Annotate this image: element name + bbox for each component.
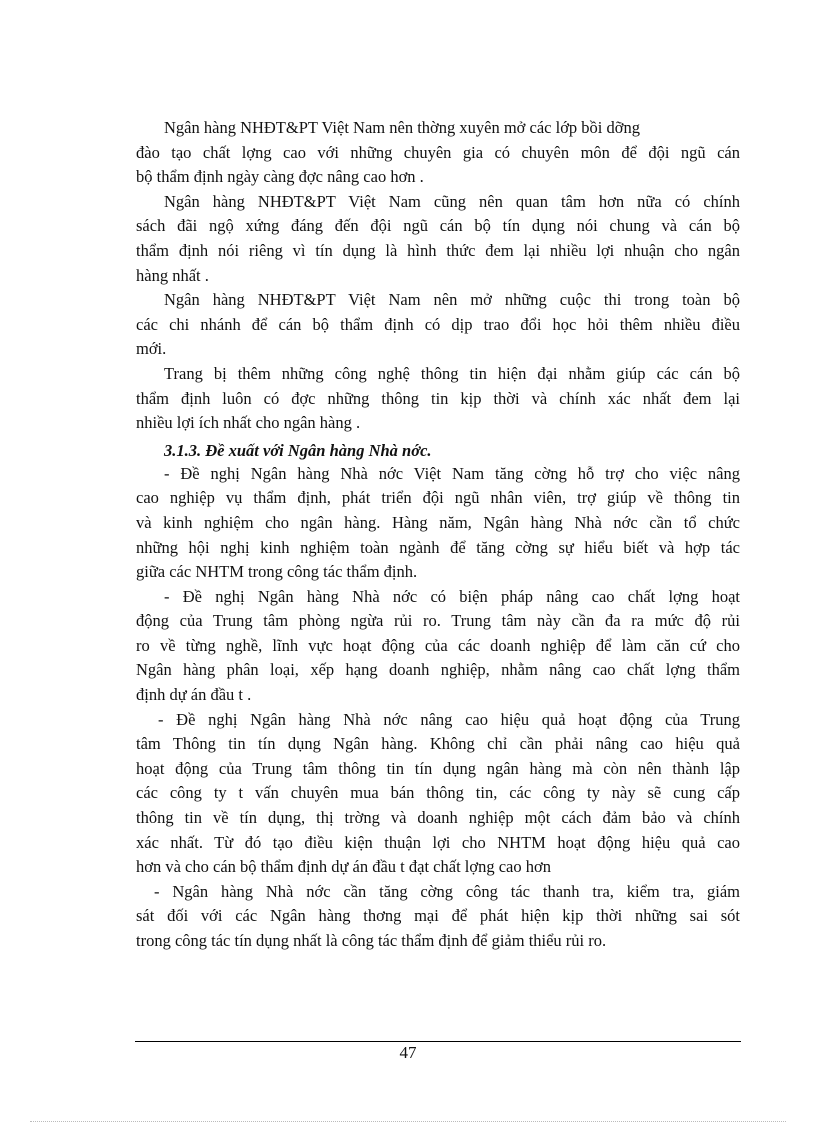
text-line: Trang bị thêm những công nghệ thông tin hiện đại nhằm giúp các cán bộ (164, 363, 740, 383)
text-line: các chi nhánh để cán bộ thẩm định có dịp trao đổi học hỏi thêm nhiều điều (136, 314, 740, 334)
text-line: và kinh nghiệm cho ngân hàng. Hàng năm, Ngân hàng Nhà nớc cần tổ chức (136, 512, 740, 532)
text-line: nhiều lợi ích nhất cho ngân hàng . (136, 413, 361, 433)
text-line: đào tạo chất lợng cao với những chuyên gia có chuyên môn để đội ngũ cán (136, 142, 740, 162)
text-line: Ngân hàng NHĐT&PT Việt Nam nên thờng xuyên mở các lớp bồi dỡng (164, 118, 640, 137)
text-line: ro về từng nghề, lĩnh vực hoạt động của các doanh nghiệp để làm căn cứ cho (136, 635, 740, 655)
text-line: hơn và cho cán bộ thẩm định dự án đầu t đạt chất lợng cao hơn (136, 857, 551, 877)
text-line: Ngân hàng phân loại, xếp hạng doanh nghiệp, nhằm nâng cao chất lợng thẩm (136, 660, 740, 680)
text-line: hoạt động của Trung tâm thông tin tín dụng ngân hàng mà còn nên thành lập (136, 758, 740, 778)
text-line: sát đối với các Ngân hàng thơng mại để phát hiện kịp thời những sai sót (136, 906, 740, 926)
text-line: giữa các NHTM trong công tác thẩm định. (136, 562, 418, 582)
text-line: trong công tác tín dụng nhất là công tác thẩm định để giảm thiểu rủi ro. (136, 931, 607, 950)
text-line: - Ngân hàng Nhà nớc cần tăng cờng công tác thanh tra, kiểm tra, giám (154, 881, 740, 901)
section-heading: 3.1.3. Đề xuất với Ngân hàng Nhà nớc. (164, 440, 432, 460)
text-line: thẩm định nói riêng vì tín dụng là hình thức đem lại nhiều lợi nhuận cho ngân (136, 240, 740, 260)
text-line: các công ty t vấn chuyên mua bán thông tin, các công ty này sẽ cung cấp (136, 783, 740, 803)
text-line: động của Trung tâm phòng ngừa rủi ro. Trung tâm này cần đa ra mức độ rủi (136, 611, 740, 631)
text-line: bộ thẩm định ngày càng đợc nâng cao hơn . (136, 167, 424, 187)
text-line: - Đề nghị Ngân hàng Nhà nớc nâng cao hiệu quả hoạt động của Trung (158, 709, 740, 729)
text-line: thẩm định luôn có đợc những thông tin kịp thời và chính xác nhất đem lại (136, 388, 740, 408)
text-line: thông tin về tín dụng, thị trờng và doanh nghiệp một cách đảm bảo và chính (136, 808, 740, 828)
page-number: 47 (399, 1043, 417, 1062)
text-line: cao nghiệp vụ thẩm định, phát triển đội ngũ nhân viên, trợ giúp về thông tin (136, 488, 740, 508)
page-bottom-border (30, 1121, 786, 1122)
text-line: Ngân hàng NHĐT&PT Việt Nam cũng nên quan tâm hơn nữa có chính (164, 191, 740, 211)
text-line: mới. (136, 339, 167, 359)
text-line: hàng nhất . (136, 265, 209, 285)
body-text (136, 116, 740, 954)
text-line: Ngân hàng NHĐT&PT Việt Nam nên mở những cuộc thi trong toàn bộ (164, 290, 740, 310)
text-line: xác nhất. Từ đó tạo điều kiện thuận lợi cho NHTM hoạt động hiệu quả cao (136, 832, 740, 852)
text-line: những hội nghị kinh nghiệm toàn ngành để tăng cờng sự hiểu biết và hợp tác (136, 537, 740, 557)
text-line: sách đãi ngộ xứng đáng đến đội ngũ cán bộ tín dụng nói chung và cán bộ (136, 216, 740, 236)
text-line: - Đề nghị Ngân hàng Nhà nớc có biện pháp nâng cao chất lợng hoạt (164, 586, 740, 606)
text-line: định dự án đầu t . (136, 685, 252, 705)
text-line: tâm Thông tin tín dụng Ngân hàng. Không chỉ cần phải nâng cao hiệu quả (136, 734, 740, 754)
text-line: - Đề nghị Ngân hàng Nhà nớc Việt Nam tăng cờng hỗ trợ cho việc nâng (164, 463, 740, 483)
